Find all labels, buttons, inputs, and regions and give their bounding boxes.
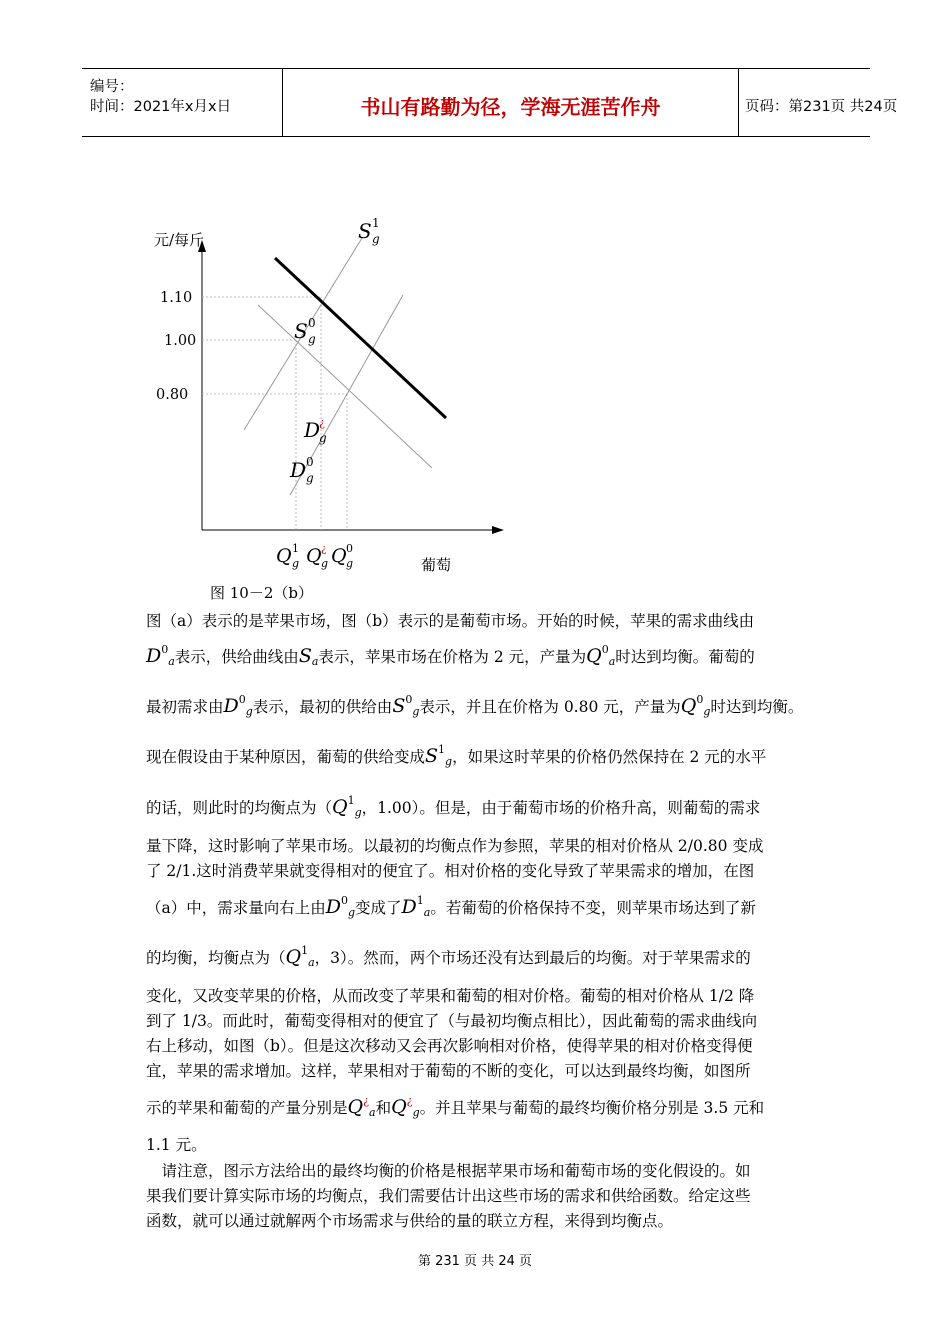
text-span: 和 [375,1099,392,1117]
math-dg0-sup: 0 [340,894,348,907]
math-qa0-sup: 0 [601,643,609,656]
page-footer: 第 231 页 共 24 页 [417,1254,533,1269]
para2-line3: 函数，就可以通过就解两个市场需求与供给的量的联立方程，来得到均衡点。 [146,1212,674,1230]
math-sg1-sub: g [445,755,453,768]
text-span: 现在假设由于某种原因，葡萄的供给变成 [146,748,426,766]
para1-line4 [146,745,810,767]
math-dg0-sub: g [347,906,356,919]
label-qg0-sub: g [346,557,354,570]
para1-line13: 宜，苹果的需求增加。这样，苹果相对于葡萄的不断的变化，可以达到最终均衡，如图所 [146,1062,751,1080]
math-qa-star-sup: ¿ [363,1094,369,1107]
text-span: 最初需求由 [146,698,224,716]
text-span: 的均衡，均衡点为（ [146,949,286,967]
math-sa-sub: a [311,655,319,668]
label-qg-star-sup: ¿ [321,544,327,555]
y-axis-label: 元/每斤 [154,231,205,249]
label-sg1-sup: 1 [372,216,380,230]
text-span: 表示，苹果市场在价格为 2 元，产量为 [318,648,587,666]
text-span: 表示，供给曲线由 [174,648,299,666]
math-da0: D [146,645,162,667]
serial-label: 编号： [90,79,134,95]
label-sg0-symbol: S [294,319,308,343]
math-qg0: Q [680,695,697,717]
math-qa1-sub: a [308,956,315,969]
para2-line2: 果我们要计算实际市场的均衡点，我们需要估计出这些市场的需求和供给函数。给定这些 [146,1187,751,1205]
header-page-cell [737,69,898,136]
guide-lines [202,297,347,530]
math-sa: S [298,645,312,667]
math-qg1-sup: 1 [347,794,355,807]
math-dg0-sub: g [245,705,253,718]
label-qg1-symbol: Q [276,545,292,567]
price-tick-110: 1.10 [160,290,193,306]
para1-line6: 量下降，这时影响了苹果市场。以最初的均衡点作为参照，苹果的相对价格从 2/0.80 变成 [146,837,764,855]
label-qg1-sub: g [292,557,300,570]
text-span: ，1.00）。但是，由于葡萄市场的价格升高，则葡萄的需求 [361,799,761,817]
text-span: 表示，最初的供给由 [252,698,393,716]
text-span: 时达到均衡。葡萄的 [615,648,755,666]
label-qg1 [276,542,299,570]
math-sg0: S [392,695,406,717]
math-sg1-sup: 1 [438,743,446,756]
math-da1-sup: 1 [416,894,424,907]
figure-caption: 图 10－2（b） [210,584,314,602]
text-span: 时达到均衡。 [710,698,804,716]
label-qg0-sup: 0 [346,542,353,555]
math-qa-star: Q [347,1096,364,1118]
text-span: ，如果这时苹果的价格仍然保持在 2 元的水平 [452,748,767,766]
price-tick-100: 1.00 [164,333,197,349]
math-sg0-sub: g [412,705,420,718]
math-qa-star-sub: a [369,1106,376,1119]
label-dg0-symbol: D [290,458,307,482]
label-sg1 [358,216,380,246]
text-span: 示的苹果和葡萄的产量分别是 [146,1099,348,1117]
math-dg0: D [223,695,239,717]
math-sg1: S [425,745,439,767]
para1-line1: 图（a）表示的是苹果市场，图（b）表示的是葡萄市场。开始的时候，苹果的需求曲线由 [146,612,755,630]
text-span: 。并且苹果与葡萄的最终均衡价格分别是 3.5 元和 [419,1099,765,1117]
label-qg0 [331,542,353,570]
text-span: 。若葡萄的价格保持不变，则苹果市场达到了新 [430,899,756,917]
text-span: ，3）。然而，两个市场还没有达到最后的均衡。对于苹果需求的 [314,949,751,967]
math-qg-star: Q [391,1096,407,1118]
page-number-label: 页码：第231页 共24页 [745,99,898,115]
label-qg-star-symbol: Q [306,545,322,567]
motto-text: 书山有路勤为径，学海无涯苦作舟 [360,95,661,119]
math-da0-sup: 0 [161,643,169,656]
para1-line3 [146,695,810,717]
label-qg-star-sub: g [321,557,329,570]
page-header [82,68,898,137]
text-span: 变成了 [355,899,402,917]
math-qg0-sub: g [703,705,711,718]
para1-line5 [146,796,810,818]
label-qg-star [306,544,328,570]
math-dg0-sup: 0 [238,693,246,706]
label-sg1-sub: g [372,232,380,246]
math-dg0: D [325,896,341,918]
demand-curve-dg0 [258,305,432,468]
text-span: （a）中，需求量向右上由 [146,899,326,917]
para1-line2 [146,645,810,667]
label-dg-star-symbol: D [304,418,321,442]
para1-line9 [146,946,810,968]
math-qa0: Q [586,645,602,667]
label-dg0 [289,455,314,485]
label-dg0-sub: g [306,471,314,485]
label-sg0 [294,316,316,346]
math-da1-sub: a [423,906,431,919]
label-dg-star-sup: ¿ [319,416,325,429]
para2-line1: 请注意，图示方法给出的最终均衡的价格是根据苹果市场和葡萄市场的变化假设的。如 [146,1162,751,1180]
price-tick-080: 0.80 [156,387,189,403]
header-left-cell [82,69,282,136]
para1-line7: 了 2/1.这时消费苹果就变得相对的便宜了。相对价格的变化导致了苹果需求的增加，在图 [146,862,755,880]
math-sg0-sup: 0 [405,693,413,706]
math-qg1: Q [332,796,348,818]
header-motto-cell [282,69,739,136]
label-dg-star [303,416,327,445]
para1-line15: 1.1 元。 [146,1136,207,1154]
label-sg0-sup: 0 [308,316,316,330]
math-qg-star-sub: g [412,1106,420,1119]
math-da0-sub: a [168,655,175,668]
math-qa1-sup: 1 [301,944,309,957]
text-span: 的话，则此时的均衡点为（ [146,799,333,817]
math-qa1: Q [285,946,302,968]
x-axis-arrow [492,526,504,534]
para1-line14 [146,1096,810,1118]
label-dg-star-sub: g [319,431,327,445]
x-axis-label: 葡萄 [421,556,452,574]
label-qg0-symbol: Q [331,545,347,567]
label-sg0-sub: g [308,332,316,346]
math-da1: D [401,896,417,918]
label-dg0-sup: 0 [306,455,314,469]
math-qg-star-sup: ¿ [406,1094,413,1107]
math-qg0-sup: 0 [696,693,704,706]
date-label: 时间：2021年x月x日 [90,99,232,115]
para1-line12: 右上移动，如图（b）。但是这次移动又会再次影响相对价格，使得苹果的相对价格变得便 [146,1037,753,1055]
label-qg1-sup: 1 [292,542,299,555]
para1-line8 [146,896,810,918]
math-qg1-sub: g [354,806,362,819]
para1-line10: 变化，又改变苹果的价格，从而改变了苹果和葡萄的相对价格。葡萄的相对价格从 1/2 降 [146,987,755,1005]
label-sg1-symbol: S [358,219,372,243]
math-qa0-sub: a [608,655,616,668]
para1-line11: 到了 1/3。而此时，葡萄变得相对的便宜了（与最初均衡点相比），因此葡萄的需求曲线向 [146,1012,758,1030]
grape-market-figure [140,210,520,605]
text-span: 表示，并且在价格为 0.80 元，产量为 [419,698,681,716]
